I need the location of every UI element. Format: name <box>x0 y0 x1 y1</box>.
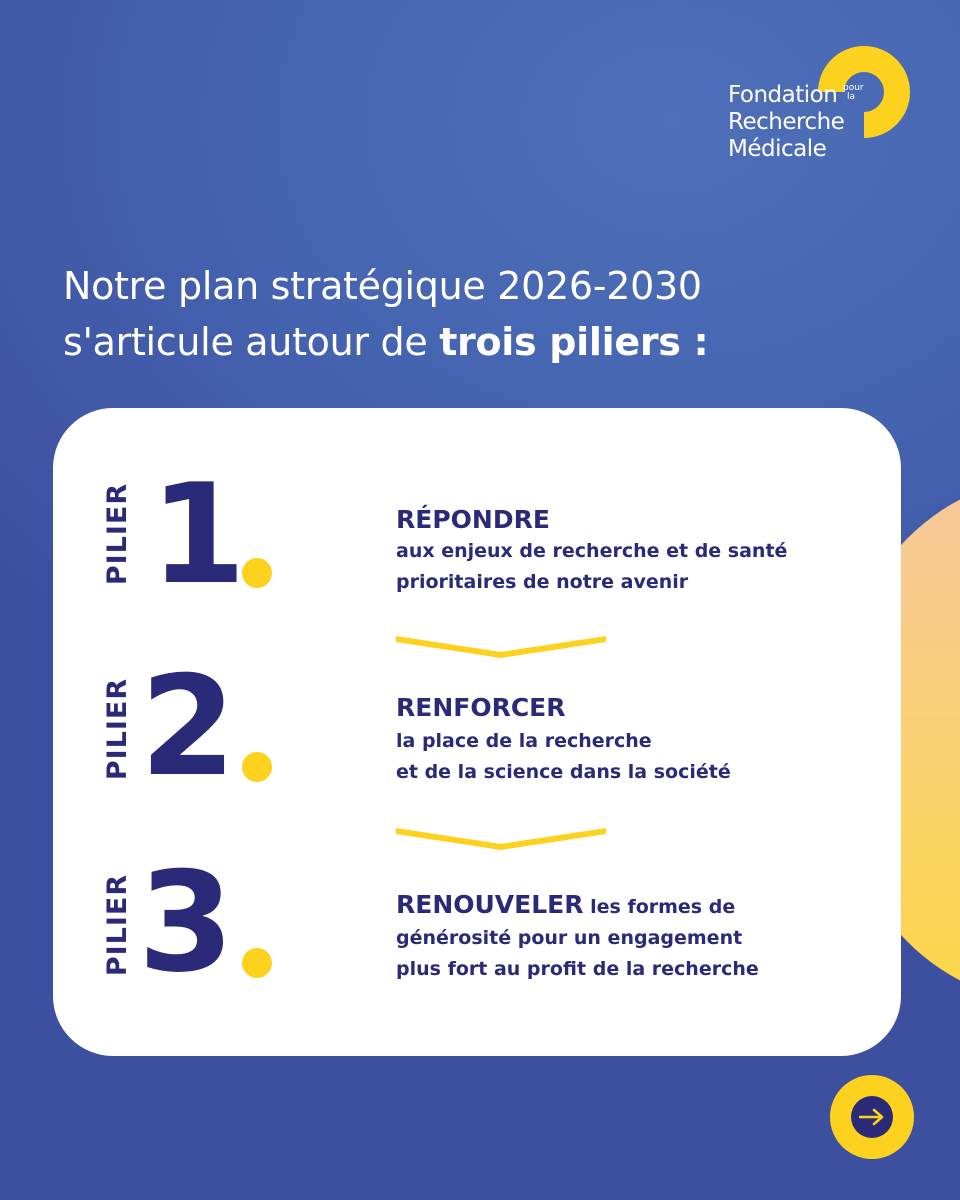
pillar-1-title: RÉPONDRE <box>396 505 550 534</box>
logo-line-fondation: Fondation <box>728 82 838 108</box>
title-line-2-bold: trois piliers : <box>439 320 709 364</box>
pillar-3-dot <box>242 948 272 978</box>
pillar-3-text-line-1-rest: les formes de <box>583 896 736 918</box>
pillar-2-text <box>396 726 866 788</box>
pillar-3-label: PILIER <box>102 873 133 977</box>
pillar-1-text <box>396 536 866 598</box>
pillar-3-text-line-2: générosité pour un engagement <box>396 927 743 949</box>
logo-pour-la <box>843 84 864 102</box>
pillar-2-text-line-1: la place de la recherche <box>396 730 652 752</box>
next-button-inner <box>851 1096 893 1138</box>
pillar-3-number: 3 <box>138 842 229 1003</box>
pillar-3-text <box>396 889 866 985</box>
chevron-down-icon <box>396 824 606 852</box>
logo-wordmark <box>728 82 844 163</box>
logo-line-recherche: Recherche <box>728 109 845 135</box>
arrow-right-icon <box>859 1108 885 1126</box>
chevron-down-icon <box>396 632 606 660</box>
pillar-3-title: RENOUVELER <box>396 890 584 919</box>
pillar-1-text-line-1: aux enjeux de recherche et de santé <box>396 540 788 562</box>
pillar-1-number: 1 <box>150 454 241 615</box>
pillar-1-dot <box>242 558 272 588</box>
title-line-2 <box>63 314 923 370</box>
pillar-2-number: 2 <box>140 646 231 807</box>
next-button[interactable] <box>830 1075 914 1159</box>
pillar-2-text-line-2: et de la science dans la société <box>396 761 731 783</box>
logo-line-medicale: Médicale <box>728 136 827 162</box>
pillar-3-text-line-1 <box>396 889 866 923</box>
pillar-2-dot <box>242 752 272 782</box>
logo-pour: pour <box>843 83 864 93</box>
pillar-2-label: PILIER <box>102 677 133 781</box>
pillar-3-text-line-3: plus fort au profit de la recherche <box>396 958 759 980</box>
logo-la: la <box>847 92 856 102</box>
pillar-1-text-line-2: prioritaires de notre avenir <box>396 571 689 593</box>
pillar-1-label: PILIER <box>102 482 133 586</box>
page-title <box>63 258 923 370</box>
title-line-1: Notre plan stratégique 2026-2030 <box>63 264 702 308</box>
title-line-2-regular: s'articule autour de <box>63 320 440 364</box>
pillar-2-title: RENFORCER <box>396 693 566 722</box>
